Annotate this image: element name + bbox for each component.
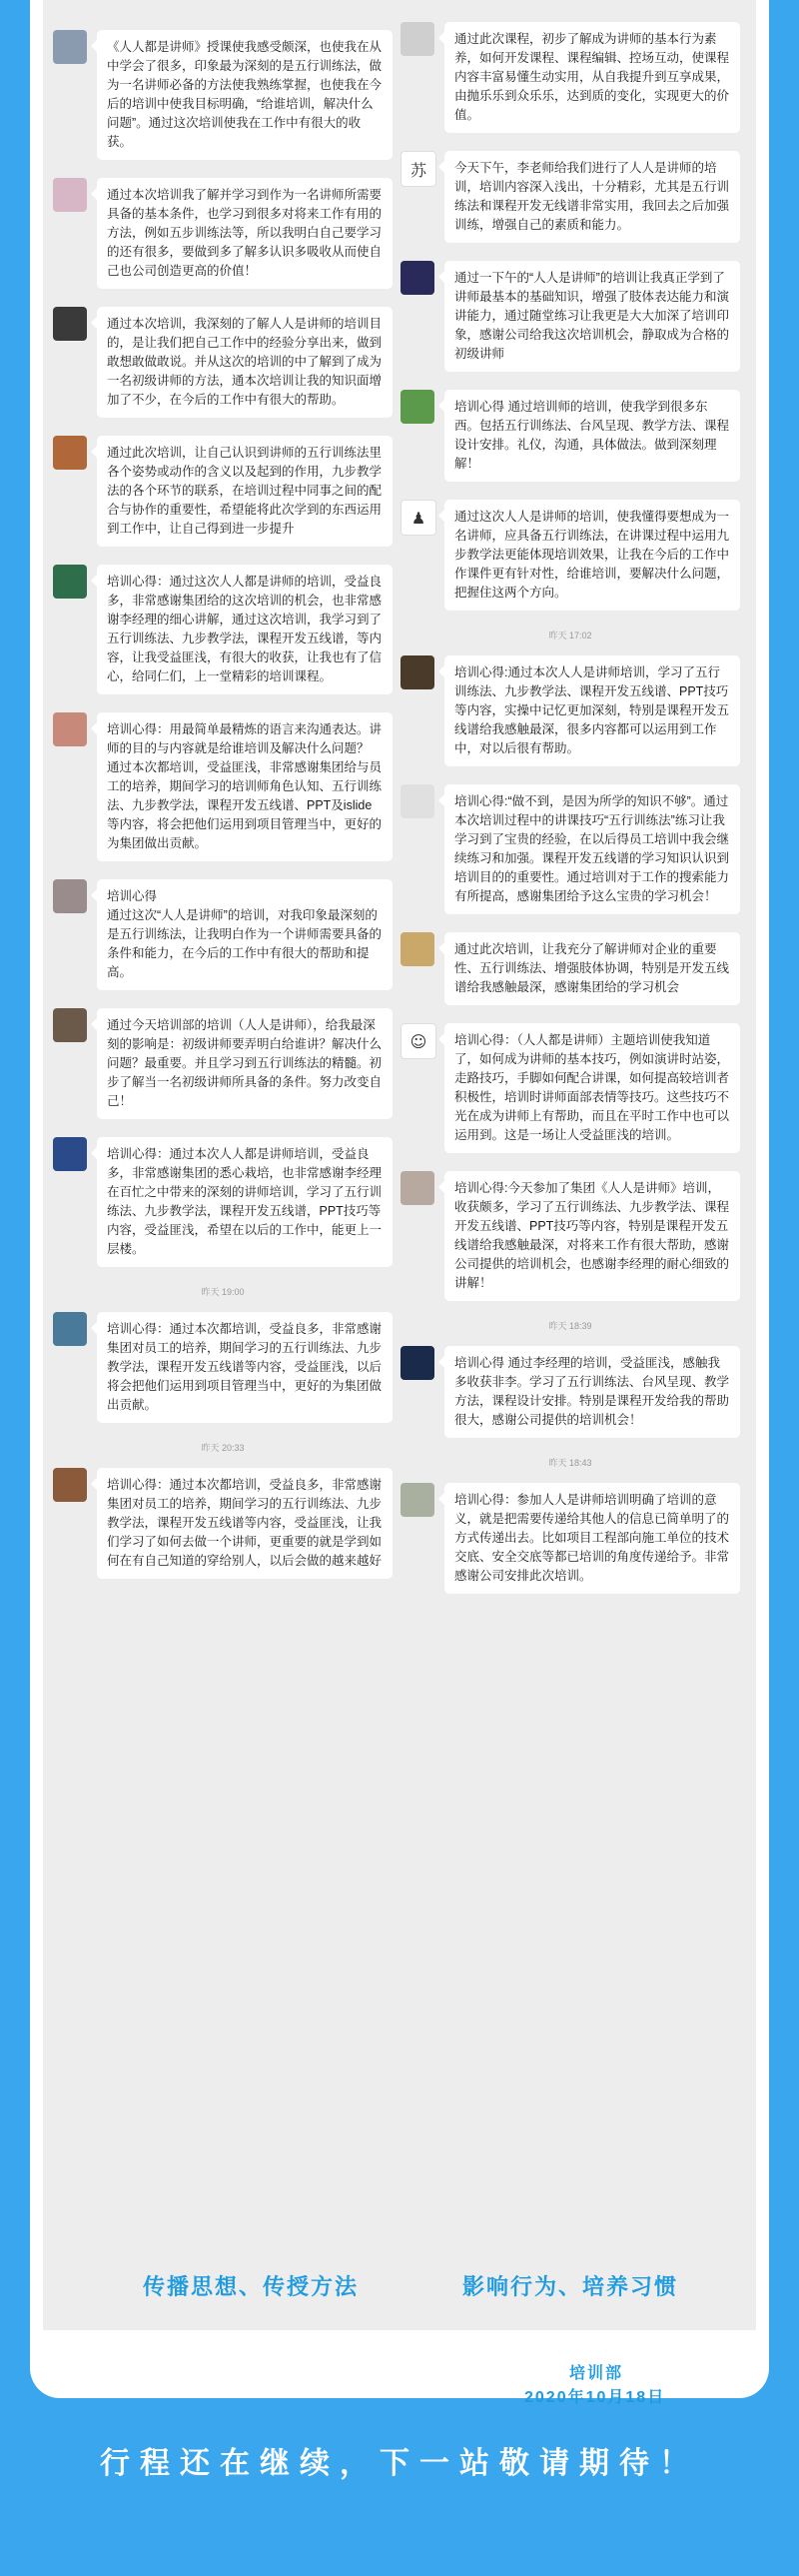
message-bubble: 培训心得 通过培训师的培训，使我学到很多东西。包括五行训练法、台风呈现、教学方法、课程设计安排。礼仪，沟通，具体做法。做到深刻理解！ — [444, 390, 740, 482]
chat-message — [53, 1312, 393, 1423]
avatar[interactable] — [400, 932, 434, 966]
chat-message — [53, 1137, 393, 1267]
chat-message — [400, 1171, 740, 1301]
message-bubble: 培训心得：参加人人是讲师培训明确了培训的意义，就是把需要传递给其他人的信息已简单明了的方式传递出去。比如项目工程部向施工单位的技术交底、安全交底等都已培训的角度传递给予。非常感谢公司安排此次培训。 — [444, 1483, 740, 1594]
chat-message — [400, 151, 740, 243]
avatar[interactable] — [53, 565, 87, 599]
avatar[interactable] — [53, 712, 87, 746]
timestamp: 昨天 18:43 — [548, 1458, 592, 1468]
chat-message — [53, 712, 393, 861]
chat-message — [400, 390, 740, 482]
chat-message — [53, 565, 393, 694]
avatar[interactable]: ♟ — [400, 500, 436, 536]
avatar[interactable] — [400, 784, 434, 818]
right-chat-column — [400, 0, 740, 1612]
timestamp: 昨天 20:33 — [201, 1443, 245, 1453]
chat-message — [400, 932, 740, 1005]
slogan-left: 传播思想、传授方法 — [143, 2274, 360, 2299]
chat-message — [53, 307, 393, 418]
message-bubble: 通过此次课程，初步了解成为讲师的基本行为素养，如何开发课程、课程编辑、控场互动，使课程内容丰富易懂生动实用，从自我提升到互享成果，由抛乐乐到众乐乐，达到质的变化，实现更大的价值。 — [444, 22, 740, 133]
chat-message — [53, 879, 393, 990]
message-bubble: 培训心得：通过本次人人都是讲师培训，受益良多，非常感谢集团的悉心栽培，也非常感谢李经理在百忙之中带来的深刻的讲师培训，学习了五行训练法、九步教学法，课程开发五线谱，PPT技巧等内容，受益匪浅，希望在以后的工作中，能更上一层楼。 — [97, 1137, 393, 1267]
left-chat-column — [53, 8, 393, 1597]
message-bubble: 培训心得:今天参加了集团《人人是讲师》培训，收获颇多，学习了五行训练法、九步教学法、课程开发五线谱、PPT技巧等内容，特别是课程开发五线谱给我感触最深，对将来工作有很大帮助，感谢公司提供的培训机会，也感谢李经理的耐心细致的讲解！ — [444, 1171, 740, 1301]
message-bubble: 通过今天培训部的培训（人人是讲师），给我最深刻的影响是：初级讲师要弄明白给谁讲？解决什么问题？最重要。并且学习到五行训练法的精髓。初步了解当一名初级讲师所具备的条件。努力改变自己！ — [97, 1008, 393, 1119]
message-bubble: 培训心得：（人人都是讲师）主题培训使我知道了，如何成为讲师的基本技巧，例如演讲时站姿，走路技巧，手脚如何配合讲课，如何提高较培训者积极性，培训时讲师面部表情等技巧。这些技巧不光在成为讲师上有帮助，而且在平时工作中也可以运用到。这是一场让人受益匪浅的培训。 — [444, 1023, 740, 1153]
chat-message — [53, 436, 393, 547]
avatar[interactable] — [400, 1171, 434, 1205]
avatar[interactable] — [53, 178, 87, 212]
avatar[interactable] — [400, 1483, 434, 1517]
timestamp: 昨天 17:02 — [548, 631, 592, 641]
message-bubble: 培训心得：通过本次都培训，受益良多，非常感谢集团对员工的培养，期间学习的五行训练法、九步教学法，课程开发五线谱等内容，受益匪浅，让我们学习了如何去做一个讲师，更重要的就是学到如何在有自己知道的穿给别人，以后会做的越来越好 — [97, 1468, 393, 1579]
chat-message — [53, 178, 393, 289]
avatar[interactable] — [53, 307, 87, 341]
message-bubble: 通过这次人人是讲师的培训，使我懂得要想成为一名讲师，应具备五行训练法，在讲课过程中运用九步教学法更能体现培训效果，让我在今后的工作中作课件更有针对性，给谁培训，要解决什么问题，把握住这两个方向。 — [444, 500, 740, 611]
message-bubble: 培训心得：用最简单最精炼的语言来沟通表达。讲师的目的与内容就是给谁培训及解决什么问题？ 通过本次都培训，受益匪浅，非常感谢集团给与员工的培养，期间学习的培训师角色认知、五行训练法、九步教学法，课程开发五线谱、PPT及islide等内容，将会把他们运用到项目管理当中，更好的为集团做出贡献。 — [97, 712, 393, 861]
message-bubble: 今天下午，李老师给我们进行了人人是讲师的培训，培训内容深入浅出，十分精彩，尤其是五行训练法和课程开发无线谱非常实用，我回去之后加强训练，增强自己的素质和能力。 — [444, 151, 740, 243]
message-bubble: 培训心得：通过本次都培训，受益良多，非常感谢集团对员工的培养，期间学习的五行训练法、九步教学法，课程开发五线谱等内容，受益匪浅，以后将会把他们运用到项目管理当中，更好的为集团做出贡献。 — [97, 1312, 393, 1423]
chat-message — [53, 30, 393, 160]
timestamp: 昨天 19:00 — [201, 1287, 245, 1297]
chat-message — [400, 500, 740, 611]
chat-message — [400, 1023, 740, 1153]
timestamp: 昨天 18:39 — [548, 1321, 592, 1331]
signature-department: 培训部 — [569, 2365, 624, 2382]
avatar[interactable] — [400, 22, 434, 56]
chat-message — [400, 22, 740, 133]
message-bubble: 培训心得 通过李经理的培训，受益匪浅，感触我多收获非李。学习了五行训练法、台风呈现、教学方法，课程设计安排。特别是课程开发给我的帮助很大，感谢公司提供的培训机会！ — [444, 1346, 740, 1438]
message-bubble: 通过此次培训，让自己认识到讲师的五行训练法里各个姿势或动作的含义以及起到的作用，九步教学法的各个环节的联系，在培训过程中同事之间的配合与协作的重要性，希望能将此次学到的东西运用到工作中，让自己得到进一步提升 — [97, 436, 393, 547]
chat-message — [400, 1483, 740, 1594]
avatar[interactable] — [53, 1008, 87, 1042]
chat-message — [53, 1008, 393, 1119]
chat-message — [53, 1468, 393, 1579]
chat-message — [400, 1346, 740, 1438]
message-bubble: 《人人都是讲师》授课使我感受颇深，也使我在从中学会了很多，印象最为深刻的是五行训练法，做为一名讲师必备的方法使我熟练掌握，也使我在今后的培训中使我目标明确，“给谁培训，解决什么问题”。通过这次培训使我在工作中有很大的收获。 — [97, 30, 393, 160]
avatar[interactable]: ☺ — [400, 1023, 436, 1059]
message-bubble: 培训心得:通过本次人人是讲师培训，学习了五行训练法、九步教学法、课程开发五线谱、PPT技巧等内容，实操中记忆更加深刻，特别是课程开发五线谱给我感触最深，很多内容都可以运用到工作中，对以后很有帮助。 — [444, 655, 740, 766]
avatar[interactable] — [53, 1137, 87, 1171]
avatar[interactable] — [400, 261, 434, 295]
avatar[interactable]: 苏 — [400, 151, 436, 187]
avatar[interactable] — [400, 390, 434, 424]
avatar[interactable] — [53, 1468, 87, 1502]
chat-message — [400, 784, 740, 914]
message-bubble: 培训心得：通过这次人人都是讲师的培训，受益良多，非常感谢集团给的这次培训的机会，也非常感谢李经理的细心讲解，通过这次培训，我学习到了五行训练法、九步教学法，课程开发五线谱，等内容，让我受益匪浅，有很大的收获，让我也有了信心，给同仁们，上一堂精彩的培训课程。 — [97, 565, 393, 694]
avatar[interactable] — [400, 655, 434, 689]
message-bubble: 培训心得:“做不到，是因为所学的知识不够”。通过本次培训过程中的讲课技巧“五行训练法”练习让我学习到了宝贵的经验，在以后得员工培训中我会继续练习和加强。课程开发五线谱的学习知识认识到培训目的的重要性。通过培训对于工作的搜索能力有所提高，感谢集团给予这么宝贵的学习机会！ — [444, 784, 740, 914]
avatar[interactable] — [53, 436, 87, 470]
slogan-right: 影响行为、培养习惯 — [462, 2274, 679, 2299]
avatar[interactable] — [53, 879, 87, 913]
chat-screenshot-area — [43, 0, 756, 2330]
message-bubble: 通过本次培训我了解并学习到作为一名讲师所需要具备的基本条件，也学习到很多对将来工作有用的方法，例如五步训练法等，所以我明白自己要学习的还有很多，要做到多了解多认识多吸收从而使自己也公司创造更高的价值！ — [97, 178, 393, 289]
avatar[interactable] — [53, 30, 87, 64]
message-bubble: 通过本次培训，我深刻的了解人人是讲师的培训目的，是让我们把自己工作中的经验分享出来，做到敢想敢做敢说。并从这次的培训的中了解到了成为一名初级讲师的方法，通本次培训让我的知识面增加了不少，在今后的工作中有很大的帮助。 — [97, 307, 393, 418]
chat-message — [400, 261, 740, 372]
message-bubble: 培训心得 通过这次“人人是讲师”的培训，对我印象最深刻的是五行训练法，让我明白作为一个讲师需要具备的条件和能力，在今后的工作中有很大的帮助和提高。 — [97, 879, 393, 990]
message-bubble: 通过一下午的“人人是讲师”的培训让我真正学到了讲师最基本的基础知识，增强了肢体表达能力和演讲能力，通过随堂练习让我更是大大加深了培训印象，感谢公司给我这次培训机会，静取成为合格的初级讲师 — [444, 261, 740, 372]
signature-date: 2020年10月18日 — [524, 2389, 666, 2406]
chat-message — [400, 655, 740, 766]
avatar[interactable] — [53, 1312, 87, 1346]
avatar[interactable] — [400, 1346, 434, 1380]
footer-banner: 行程还在继续，下一站敬请期待！ — [100, 2447, 699, 2480]
message-bubble: 通过此次培训，让我充分了解讲师对企业的重要性、五行训练法、增强肢体协调，特别是开发五线谱给我感触最深，感谢集团给的学习机会 — [444, 932, 740, 1005]
